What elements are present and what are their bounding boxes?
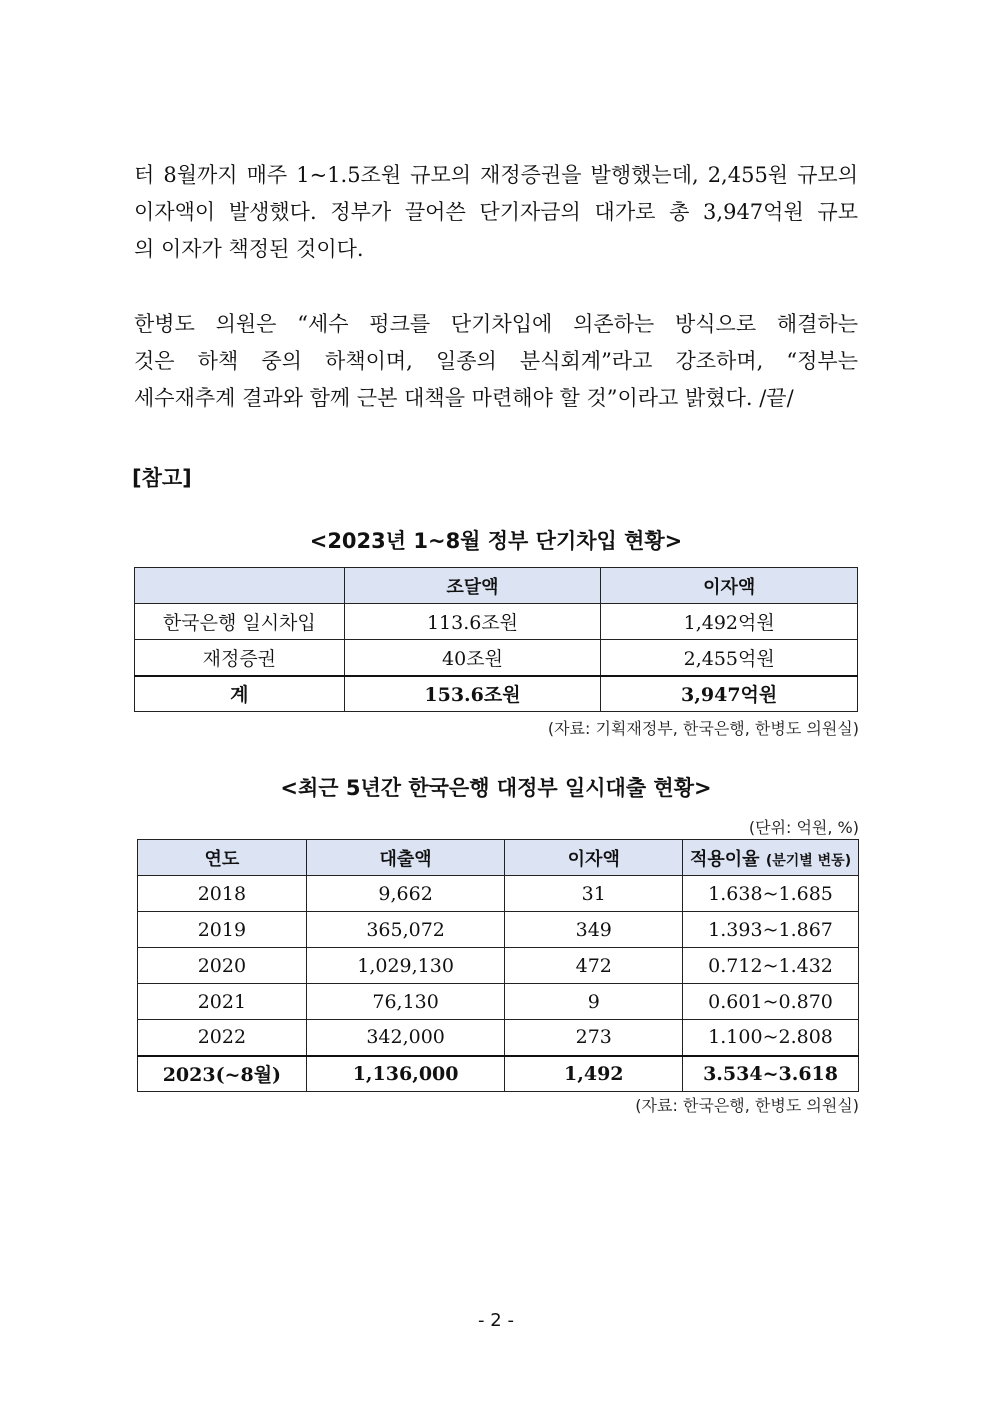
table-cell: 113.6조원 [344,604,601,640]
table-row [135,604,858,640]
table-total-row [135,676,858,712]
paragraph-quote [134,306,858,417]
table-cell: 1,492 [505,1056,683,1092]
table-row [138,1020,859,1056]
header-rate-label: 적용이율 [689,848,760,870]
table-cell: 76,130 [306,984,505,1020]
table-cell: 342,000 [306,1020,505,1056]
table-cell: 2018 [138,876,307,912]
table-header-row [135,568,858,604]
table-cell: 9 [505,984,683,1020]
table-row [135,640,858,676]
table-header-cell [683,840,859,876]
table-cell: 2019 [138,912,307,948]
table-cell: 2022 [138,1020,307,1056]
table-cell: 349 [505,912,683,948]
table-header-cell [135,568,345,604]
table-cell: 472 [505,948,683,984]
table-cell: 2023(~8월) [138,1056,307,1092]
table-row [138,912,859,948]
table-row [138,876,859,912]
table-cell: 0.601~0.870 [683,984,859,1020]
table2-caption: <최근 5년간 한국은행 대정부 일시대출 현황> [280,776,712,800]
page-number: - 2 - [478,1310,514,1331]
table-cell: 2021 [138,984,307,1020]
table-cell: 9,662 [306,876,505,912]
table-cell: 31 [505,876,683,912]
table-cell: 1.638~1.685 [683,876,859,912]
paragraph-line: 이자액이 발생했다. 정부가 끌어쓴 단기자금의 대가로 총 3,947억원 규모 [134,200,858,224]
table-cell: 40조원 [344,640,601,676]
paragraph-interest-summary [134,157,858,268]
table-cell: 1.100~2.808 [683,1020,859,1056]
table-header-cell: 조달액 [344,568,601,604]
table-cell: 재정증권 [135,640,345,676]
paragraph-line: 것은 하책 중의 하책이며, 일종의 분식회계”라고 강조하며, “정부는 [134,349,858,373]
reference-heading: [참고] [132,466,192,490]
table2-unit: (단위: 억원, %) [748,818,859,837]
table-cell: 1,029,130 [306,948,505,984]
short-term-borrowing-table [134,567,858,712]
table-header-cell: 연도 [138,840,307,876]
table-cell: 153.6조원 [344,676,601,712]
paragraph-line: 의 이자가 책정된 것이다. [134,237,364,261]
paragraph-line: 한병도 의원은 “세수 펑크를 단기차입에 의존하는 방식으로 해결하는 [134,312,858,336]
table-header-cell: 대출액 [306,840,505,876]
table-cell: 1,492억원 [601,604,858,640]
table-cell: 2020 [138,948,307,984]
table-cell: 1,136,000 [306,1056,505,1092]
table-header-cell: 이자액 [505,840,683,876]
table-cell: 2,455억원 [601,640,858,676]
table-cell: 0.712~1.432 [683,948,859,984]
table-cell: 365,072 [306,912,505,948]
table-row [138,948,859,984]
table1-caption: <2023년 1~8월 정부 단기차입 현황> [309,529,683,553]
table-cell: 한국은행 일시차입 [135,604,345,640]
table-cell: 1.393~1.867 [683,912,859,948]
table-header-row [138,840,859,876]
table2-source: (자료: 한국은행, 한병도 의원실) [635,1096,859,1115]
header-rate-note: (분기별 변동) [765,852,852,869]
table1-source: (자료: 기획재정부, 한국은행, 한병도 의원실) [547,719,859,738]
table-cell: 계 [135,676,345,712]
table-cell: 3.534~3.618 [683,1056,859,1092]
paragraph-line: 터 8월까지 매주 1~1.5조원 규모의 재정증권을 발행했는데, 2,455원 규모의 [134,163,858,187]
table-cell: 273 [505,1020,683,1056]
paragraph-line: 세수재추계 결과와 함께 근본 대책을 마련해야 할 것”이라고 밝혔다. /끝/ [134,386,794,410]
table-row [138,984,859,1020]
bok-loan-table [137,839,859,1092]
table-header-cell: 이자액 [601,568,858,604]
table-total-row [138,1056,859,1092]
table-cell: 3,947억원 [601,676,858,712]
